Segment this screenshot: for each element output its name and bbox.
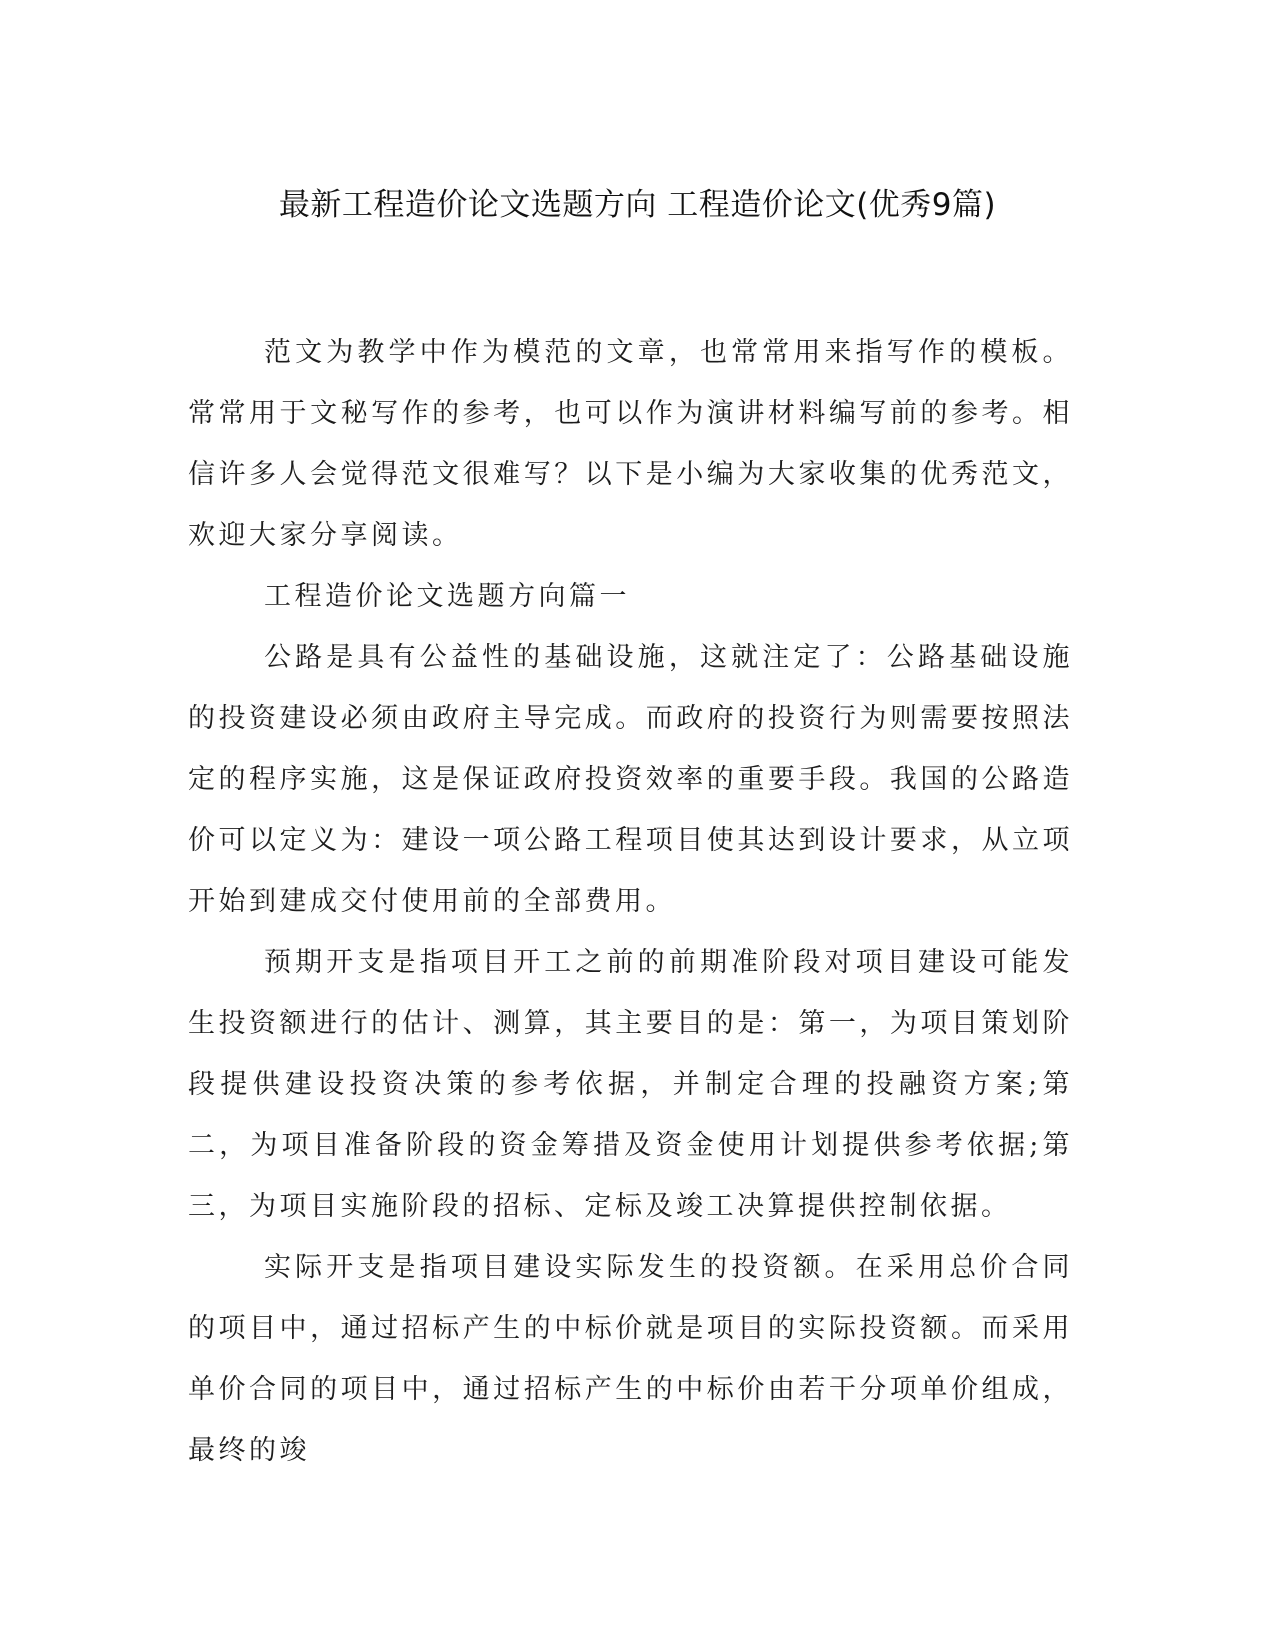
body-paragraph: 预期开支是指项目开工之前的前期准阶段对项目建设可能发生投资额进行的估计、测算，其主要目的是：第一，为项目策划阶段提供建设投资决策的参考依据，并制定合理的投融资方案;第二，为项目准备阶段的资金筹措及资金使用计划提供参考依据;第三，为项目实施阶段的招标、定标及竣工决算提供控制依据。 (188, 947, 1073, 1222)
body-paragraph: 公路是具有公益性的基础设施，这就注定了：公路基础设施的投资建设必须由政府主导完成。而政府的投资行为则需要按照法定的程序实施，这是保证政府投资效率的重要手段。我国的公路造价可以定义为：建设一项公路工程项目使其达到设计要求，从立项开始到建成交付使用前的全部费用。 (188, 642, 1073, 917)
body-paragraph: 实际开支是指项目建设实际发生的投资额。在采用总价合同的项目中，通过招标产生的中标价就是项目的实际投资额。而采用单价合同的项目中，通过招标产生的中标价由若干分项单价组成，最终的竣 (188, 1252, 1073, 1466)
intro-paragraph: 范文为教学中作为模范的文章，也常常用来指写作的模板。常常用于文秘写作的参考，也可以作为演讲材料编写前的参考。相信许多人会觉得范文很难写？以下是小编为大家收集的优秀范文，欢迎大家分享阅读。 (188, 337, 1073, 551)
document-title: 最新工程造价论文选题方向 工程造价论文(优秀9篇) (278, 187, 997, 223)
document-body (188, 322, 1073, 1481)
section-heading: 工程造价论文选题方向篇一 (264, 581, 630, 612)
